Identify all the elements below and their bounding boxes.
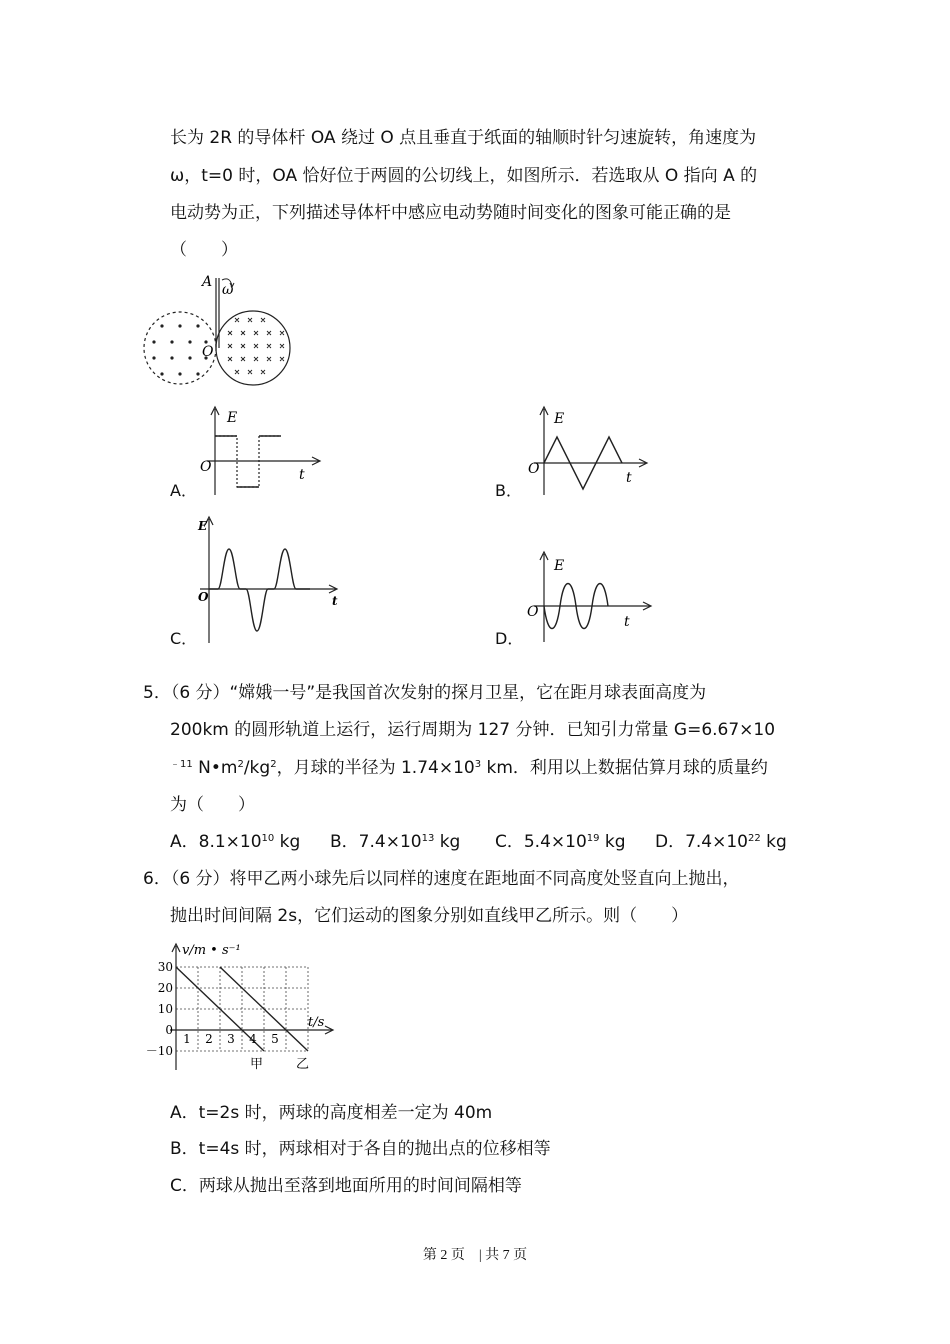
origin-label: O — [200, 459, 212, 475]
q6-option-b[interactable]: B．t=4s 时，两球相对于各自的抛出点的位移相等 — [170, 1139, 551, 1159]
series-label-jia: 甲 — [250, 1057, 264, 1072]
x-tick-label: 2 — [205, 1032, 213, 1046]
q5-option-a[interactable]: A．$8.1\times 10^{10}$ kg — [170, 832, 301, 852]
option-b-graph — [520, 405, 650, 500]
page-footer: 第 2 页 | 共 7 页 — [422, 1248, 528, 1263]
chart-xlabel: t/s — [308, 1015, 325, 1030]
y-tick-label: 30 — [157, 960, 173, 974]
origin-label: O — [527, 604, 539, 620]
x-tick-label: 3 — [227, 1032, 235, 1046]
q4-line-2: ω，t=0 时，OA 恰好位于两圆的公切线上，如图所示．若选取从 O 指向 A 的 — [170, 166, 758, 186]
x-tick-label: 4 — [249, 1032, 257, 1046]
option-c-label[interactable]: C． — [170, 629, 198, 648]
origin-label: O — [528, 461, 540, 477]
option-d-graph — [520, 550, 655, 645]
origin-label: O — [198, 590, 209, 604]
y-tick-label: －10 — [145, 1044, 173, 1058]
option-c-graph — [190, 515, 350, 645]
cross-field-circle — [216, 311, 290, 385]
q5-line-4: 为（ ） — [170, 795, 255, 815]
label-o: O — [202, 344, 214, 360]
series-label-yi: 乙 — [296, 1057, 310, 1072]
axis-e-label: E — [554, 411, 565, 427]
axis-t-label: t — [624, 614, 630, 630]
x-tick-label: 5 — [271, 1032, 279, 1046]
label-omega: ω — [222, 282, 234, 298]
chart-grid — [176, 967, 308, 1051]
option-d-label[interactable]: D． — [495, 629, 524, 648]
axis-t-label: t — [332, 594, 338, 608]
y-tick-label: 10 — [157, 1002, 173, 1016]
option-a-label[interactable]: A． — [170, 481, 197, 500]
label-a: A — [202, 274, 213, 290]
axis-e-label: E — [198, 519, 208, 533]
q6-line-1: 6．（6 分）将甲乙两小球先后以同样的速度在距地面不同高度处竖直向上抛出， — [143, 869, 740, 889]
q5-line-3: $^{﹣11}$ $N•m^2/kg^2$，月球的半径为 $1.74\times 10^3$ km．利用以上数据估算月球的质量约 — [170, 758, 768, 778]
q5-line-1: 5．（6 分）“嫦娥一号”是我国首次发射的探月卫星，它在距月球表面高度为 — [143, 683, 707, 703]
q4-line-3: 电动势为正，下列描述导体杆中感应电动势随时间变化的图象可能正确的是 — [170, 203, 731, 223]
q6-option-c[interactable]: C．两球从抛出至落到地面所用的时间间隔相等 — [170, 1176, 522, 1196]
y-tick-label: 0 — [165, 1023, 173, 1037]
q4-line-1: 长为 2R 的导体杆 OA 绕过 O 点且垂直于纸面的轴顺时针匀速旋转，角速度为 — [170, 128, 757, 148]
q6-line-2: 抛出时间间隔 2s，它们运动的图象分别如直线甲乙所示。则（ ） — [170, 906, 689, 926]
q6-option-a[interactable]: A．t=2s 时，两球的高度相差一定为 40m — [170, 1103, 493, 1123]
q5-option-d[interactable]: D．$7.4\times 10^{22}$ kg — [655, 832, 787, 852]
q4-line-4: （ ） — [170, 240, 238, 260]
cross-field-marks — [228, 318, 284, 374]
chart-ylabel: v/m • s⁻¹ — [182, 943, 241, 958]
option-a-graph — [195, 405, 325, 500]
q4-circles-figure — [140, 270, 310, 390]
axis-e-label: E — [554, 558, 565, 574]
q6-velocity-time-chart — [140, 938, 340, 1078]
axis-e-label: E — [227, 410, 238, 426]
axis-t-label: t — [626, 470, 632, 486]
option-b-label[interactable]: B． — [495, 481, 522, 500]
q5-option-c[interactable]: C．$5.4\times 10^{19}$ kg — [495, 832, 626, 852]
x-tick-label: 1 — [183, 1032, 191, 1046]
dot-field-marks — [152, 324, 207, 375]
y-tick-label: 20 — [157, 981, 173, 995]
q5-option-b[interactable]: B．$7.4\times 10^{13}$ kg — [330, 832, 461, 852]
axis-t-label: t — [299, 467, 305, 483]
q5-line-2: 200km 的圆形轨道上运行，运行周期为 127 分钟．已知引力常量 G=6.67×10 — [170, 720, 776, 740]
